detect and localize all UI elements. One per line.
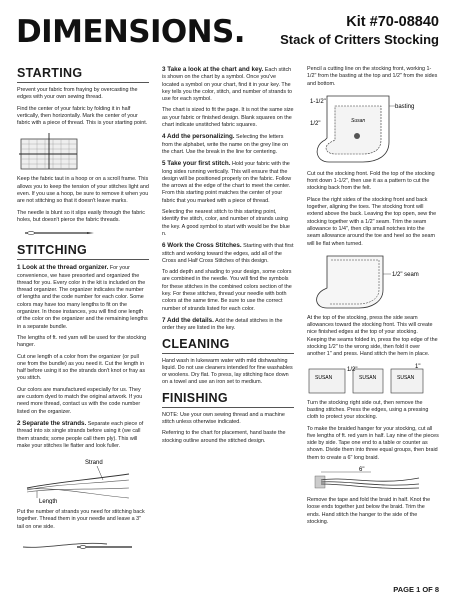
step-2-title: 2 Separate the strands. <box>17 419 87 427</box>
hem-name-sketch: SUSAN <box>397 374 415 381</box>
finishing-paragraph: Place the right sides of the stocking front and back together, aligning the toes. The stocking front will extend above the back. Leaving the top open, sew the stocking together with a 1/2" seam. Trim the seam allowance to 1/4", then clip small notches into the seam allowance around the toe and heel so the seam will lie flat when turned. <box>307 196 437 247</box>
cleaning-text: Hand wash in lukewarm water with mild dishwashing liquid. Do not use cleaners intended for fine washables or woolens. Dry flat. To press, lay stitching face down on a towel and use an iron set to medium. <box>162 357 293 386</box>
threaded-needle-illustration <box>17 535 137 555</box>
stitching-paragraph: To add depth and shading to your design, some colors are combined in the needle. You will find the symbols for these stitches in the combined colors section of the key. For these stitches, thread your needle with both colors at the same time. Be sure to use the correct number of strands listed for each color. <box>162 269 292 312</box>
step-7-title: 7 Add the details. <box>162 316 214 324</box>
finishing-paragraph: Pencil a cutting line on the stocking front, working 1-1/2" from the basting at the top and 1/2" from the sides and bottom. <box>307 66 438 87</box>
stitching-paragraph: The chart is sized to fit the page. It is not the same size as your fabric or finished design. Blank squares on the chart indicate unstitched fabric squares. <box>162 107 294 129</box>
finishing-paragraph: Cut out the stocking front. Fold the top of the stocking front down 1-1/2", then use it as a pattern to cut the stocking back from the felt. <box>307 170 435 192</box>
step-1-text: For your convenience, we have presorted and organized the thread for you. Every color in the kit is included on the thread organizer. The organizer indicates the number of lengths and the code number for each color. Some colors may have too many lengths to fit on the organizer. In those instances, you will find one length of the color on the organizer and the remaining lengths in a separate bundle. <box>17 265 148 330</box>
page-header <box>0 0 453 64</box>
stitching-paragraph: Put the number of strands you need for stitching back together. Thread them in your needle and leave a 3" tail on one side. <box>17 509 145 530</box>
braid-illustration <box>307 466 427 492</box>
step-6 <box>162 242 294 265</box>
label-basting: basting <box>395 103 415 110</box>
hem-name-sketch: SUSAN <box>359 374 377 381</box>
column-1 <box>17 66 149 560</box>
stitching-paragraph: Cut one length of a color from the organizer (or pull one from the bundle) as you need it. Cut the length in half before using it so the strands don't knot or fray as you stitch. <box>17 353 146 382</box>
starting-paragraph: The needle is blunt so it slips easily through the fabric holes, but doesn't pierce the fabric threads. <box>17 209 145 223</box>
column-2 <box>162 66 294 449</box>
starting-paragraph: Prevent your fabric from fraying by overcasting the edges with your own sewing thread. <box>17 87 138 101</box>
kit-title: Stack of Critters Stocking <box>280 32 439 47</box>
starting-paragraph: Find the center of your fabric by folding it in half vertically, then horizontally. Mark the center of your fabric with a piece of thread. This is your starting point. <box>17 105 148 127</box>
stitching-heading: STITCHING <box>17 243 149 260</box>
dimensions-logo: DIMENSIONS. <box>16 14 245 50</box>
step-1-title: 1 Look at the thread organizer. <box>17 264 109 272</box>
finishing-paragraph: Remove the tape and fold the braid in half. Knot the loose ends together just below the braid. Trim the ends. Hand stitch the hanger to the side of the stocking. <box>307 497 431 525</box>
label-top-margin: 1-1/2" <box>310 98 326 105</box>
step-4-text: Selecting the letters from the alphabet, write the name on the grey line on the chart. Use the break in the line for centering. <box>162 134 289 155</box>
finishing-note: NOTE: Use your own sewing thread and a machine stitch unless otherwise indicated. <box>162 411 285 425</box>
step-1 <box>17 264 149 331</box>
step-4-title: 4 Add the personalizing. <box>162 133 235 141</box>
page-number: PAGE 1 OF 8 <box>393 585 439 594</box>
step-4 <box>162 133 294 156</box>
label-half-inch: 1/2" <box>347 366 358 373</box>
critter-sketch <box>354 133 360 139</box>
finishing-paragraph: Turn the stocking right side out, then remove the basting stitches. Press the edges, using a pressing cloth to protect your stocking. <box>307 399 429 421</box>
step-7-text: Add the detail stitches in the order they are listed in the key. <box>162 317 283 332</box>
strand-label: Strand <box>85 460 103 467</box>
label-seam: 1/2" seam <box>392 271 419 278</box>
finishing-paragraph: To make the braided hanger for your stocking, cut all five lengths of ft. red yarn in half. Lay nine of the pieces side by side. Tape one end to a table or counter as shown. Divide them into three equal groups, then braid them to create a 6" long braid. <box>307 425 439 461</box>
finishing-paragraph: At the top of the stocking, press the side seam allowances toward the stocking front. This will create nice finished edges at the top of your stocking. Keeping the seams folded in, press the top edge of the stocking 1/2" to the wrong side, then fold it over another 1" and press. Hand stitch the hem in place. <box>307 314 438 358</box>
step-2-text: Separate each piece of thread into six single strands before using it (we call them strands; some people call them ply). This will make your stitches lie flatter and look fuller. <box>17 420 144 449</box>
stitching-paragraph: Our colors are manufactured especially for us. They are custom dyed to match the original artwork. If you need more thread, contact us with the code number listed on the organizer. <box>17 386 143 415</box>
starting-paragraph: Keep the fabric taut in a hoop or on a scroll frame. This allows you to keep the tension of your stitches light and even. If you use a hoop, be sure to remove it when you are not stitching so that it doesn't leave marks. <box>17 176 149 205</box>
step-5-title: 5 Take your first stitch. <box>162 160 231 168</box>
label-braid-length: 6" <box>359 467 365 474</box>
hem-name-sketch: SUSAN <box>315 374 333 381</box>
step-3 <box>162 66 294 103</box>
step-5 <box>162 160 294 205</box>
step-6-text: Starting with that first stitch and working toward the edges, add all of the Cross and Half Cross Stitches of this design. <box>162 243 294 264</box>
strand-illustration <box>17 454 137 504</box>
step-5-text: Hold your fabric with the long sides running vertically. This will ensure that the design will be positioned properly on the fabric. Follow the arrows at the edge of the chart to meet the center. From this starting point matches the center of your fabric that you marked with a piece of thread. <box>162 161 292 204</box>
cleaning-heading: CLEANING <box>162 337 294 354</box>
starting-heading: STARTING <box>17 66 149 83</box>
cutting-line-illustration <box>307 92 427 166</box>
label-one-inch: 1" <box>415 363 421 370</box>
needle-illustration <box>17 228 97 238</box>
finishing-heading: FINISHING <box>162 391 294 408</box>
stocking-name-sketch: Susan <box>351 117 366 124</box>
stitching-paragraph: The lengths of ft. red yarn will be used for the stocking hanger. <box>17 334 147 349</box>
step-7 <box>162 317 294 333</box>
finishing-paragraph: Referring to the chart for placement, hand baste the stocking outline around the stitched design. <box>162 430 286 444</box>
column-3 <box>307 66 439 530</box>
length-label: Length <box>39 499 58 505</box>
step-6-title: 6 Work the Cross Stitches. <box>162 242 242 250</box>
step-3-text: Each stitch is shown on the chart by a symbol. Once you've located a symbol on your chart, find it in your key. The key tells you the color, stitch, and number of strands to use for each symbol. <box>162 67 293 103</box>
kit-number: Kit #70-08840 <box>346 14 439 30</box>
step-3-title: 3 Take a look at the chart and key. <box>162 66 264 73</box>
seam-illustration <box>307 252 427 310</box>
label-side-margin: 1/2" <box>310 120 321 127</box>
hem-illustration <box>307 363 427 395</box>
step-2 <box>17 420 149 450</box>
fabric-center-illustration <box>17 131 81 171</box>
stitching-paragraph: Selecting the nearest stitch to this starting point, identify the stitch, color, and number of strands using the key. A good symbol to start with would be the blue n. <box>162 209 290 237</box>
